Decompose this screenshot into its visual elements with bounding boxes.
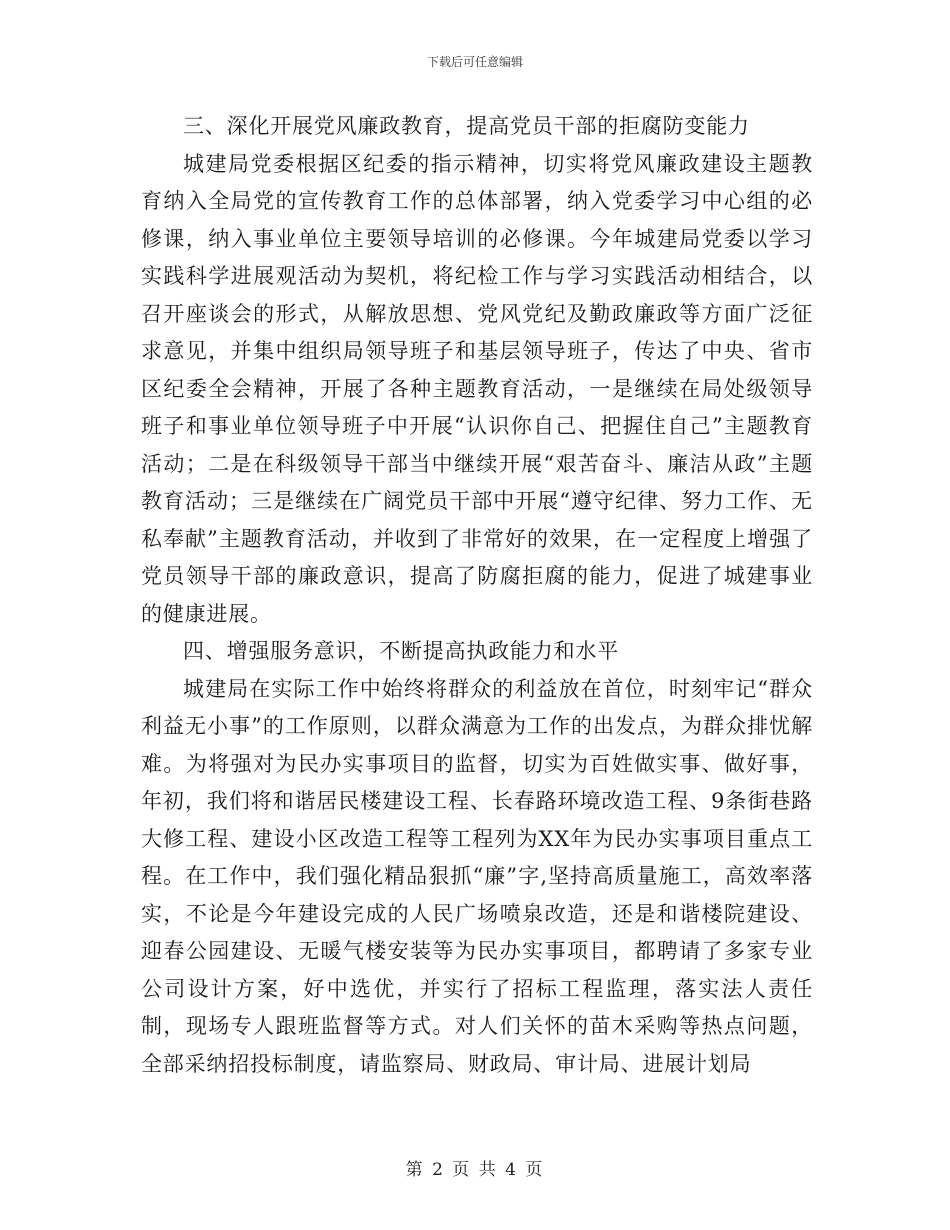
footer-total-pages: 4 xyxy=(505,1160,518,1180)
header-note: 下载后可任意编辑 xyxy=(426,55,523,69)
footer-prefix: 第 xyxy=(405,1160,425,1180)
page-header xyxy=(0,53,950,70)
document-body xyxy=(141,108,813,1083)
section-heading-3: 三、深化开展党风廉政教育，提高党员干部的拒腐防变能力 xyxy=(183,114,750,138)
footer-middle: 页 共 xyxy=(452,1160,498,1180)
paragraph-education: 城建局党委根据区纪委的指示精神，切实将党风廉政建设主题教育纳入全局党的宣传教育工作的总体部署，纳入党委学习中心组的必修课，纳入事业单位主要领导培训的必修课。今年城建局党委以学习实践科学进展观活动为契机，将纪检工作与学习实践活动相结合，以召开座谈会的形式，从解放思想、党风党纪及勤政廉政等方面广泛征求意见，并集中组织局领导班子和基层领导班子，传达了中央、省市区纪委全会精神，开展了各种主题教育活动，一是继续在局处级领导班子和事业单位领导班子中开展“认识你自己、把握住自己”主题教育活动；二是在科级领导干部当中继续开展“艰苦奋斗、廉洁从政”主题教育活动；三是继续在广阔党员干部中开展“遵守纪律、努力工作、无私奉献”主题教育活动，并收到了非常好的效果，在一定程度上增强了党员领导干部的廉政意识，提高了防腐拒腐的能力，促进了城建事业的健康进展。 xyxy=(141,151,813,626)
paragraph-service: 城建局在实际工作中始终将群众的利益放在首位，时刻牢记“群众利益无小事”的工作原则，以群众满意为工作的出发点，为群众排忧解难。为将强对为民办实事项目的监督，切实为百姓做实事、做好事，年初，我们将和谐居民楼建设工程、长春路环境改造工程、9条街巷路大修工程、建设小区改造工程等工程列为XX年为民办实事项目重点工程。在工作中，我们强化精品狠抓“廉”字,坚持高质量施工，高效率落实，不论是今年建设完成的人民广场喷泉改造，还是和谐楼院建设、迎春公园建设、无暖气楼安装等为民办实事项目，都聘请了多家专业公司设计方案，好中选优，并实行了招标工程监理，落实法人责任制，现场专人跟班监督等方式。对人们关怀的苗木采购等热点问题，全部采纳招投标制度，请监察局、财政局、审计局、进展计划局 xyxy=(141,676,813,1076)
section-heading-4: 四、增强服务意识，不断提高执政能力和水平 xyxy=(183,639,619,663)
page-footer xyxy=(0,1155,950,1180)
footer-suffix: 页 xyxy=(525,1160,545,1180)
footer-current-page: 2 xyxy=(432,1160,445,1180)
